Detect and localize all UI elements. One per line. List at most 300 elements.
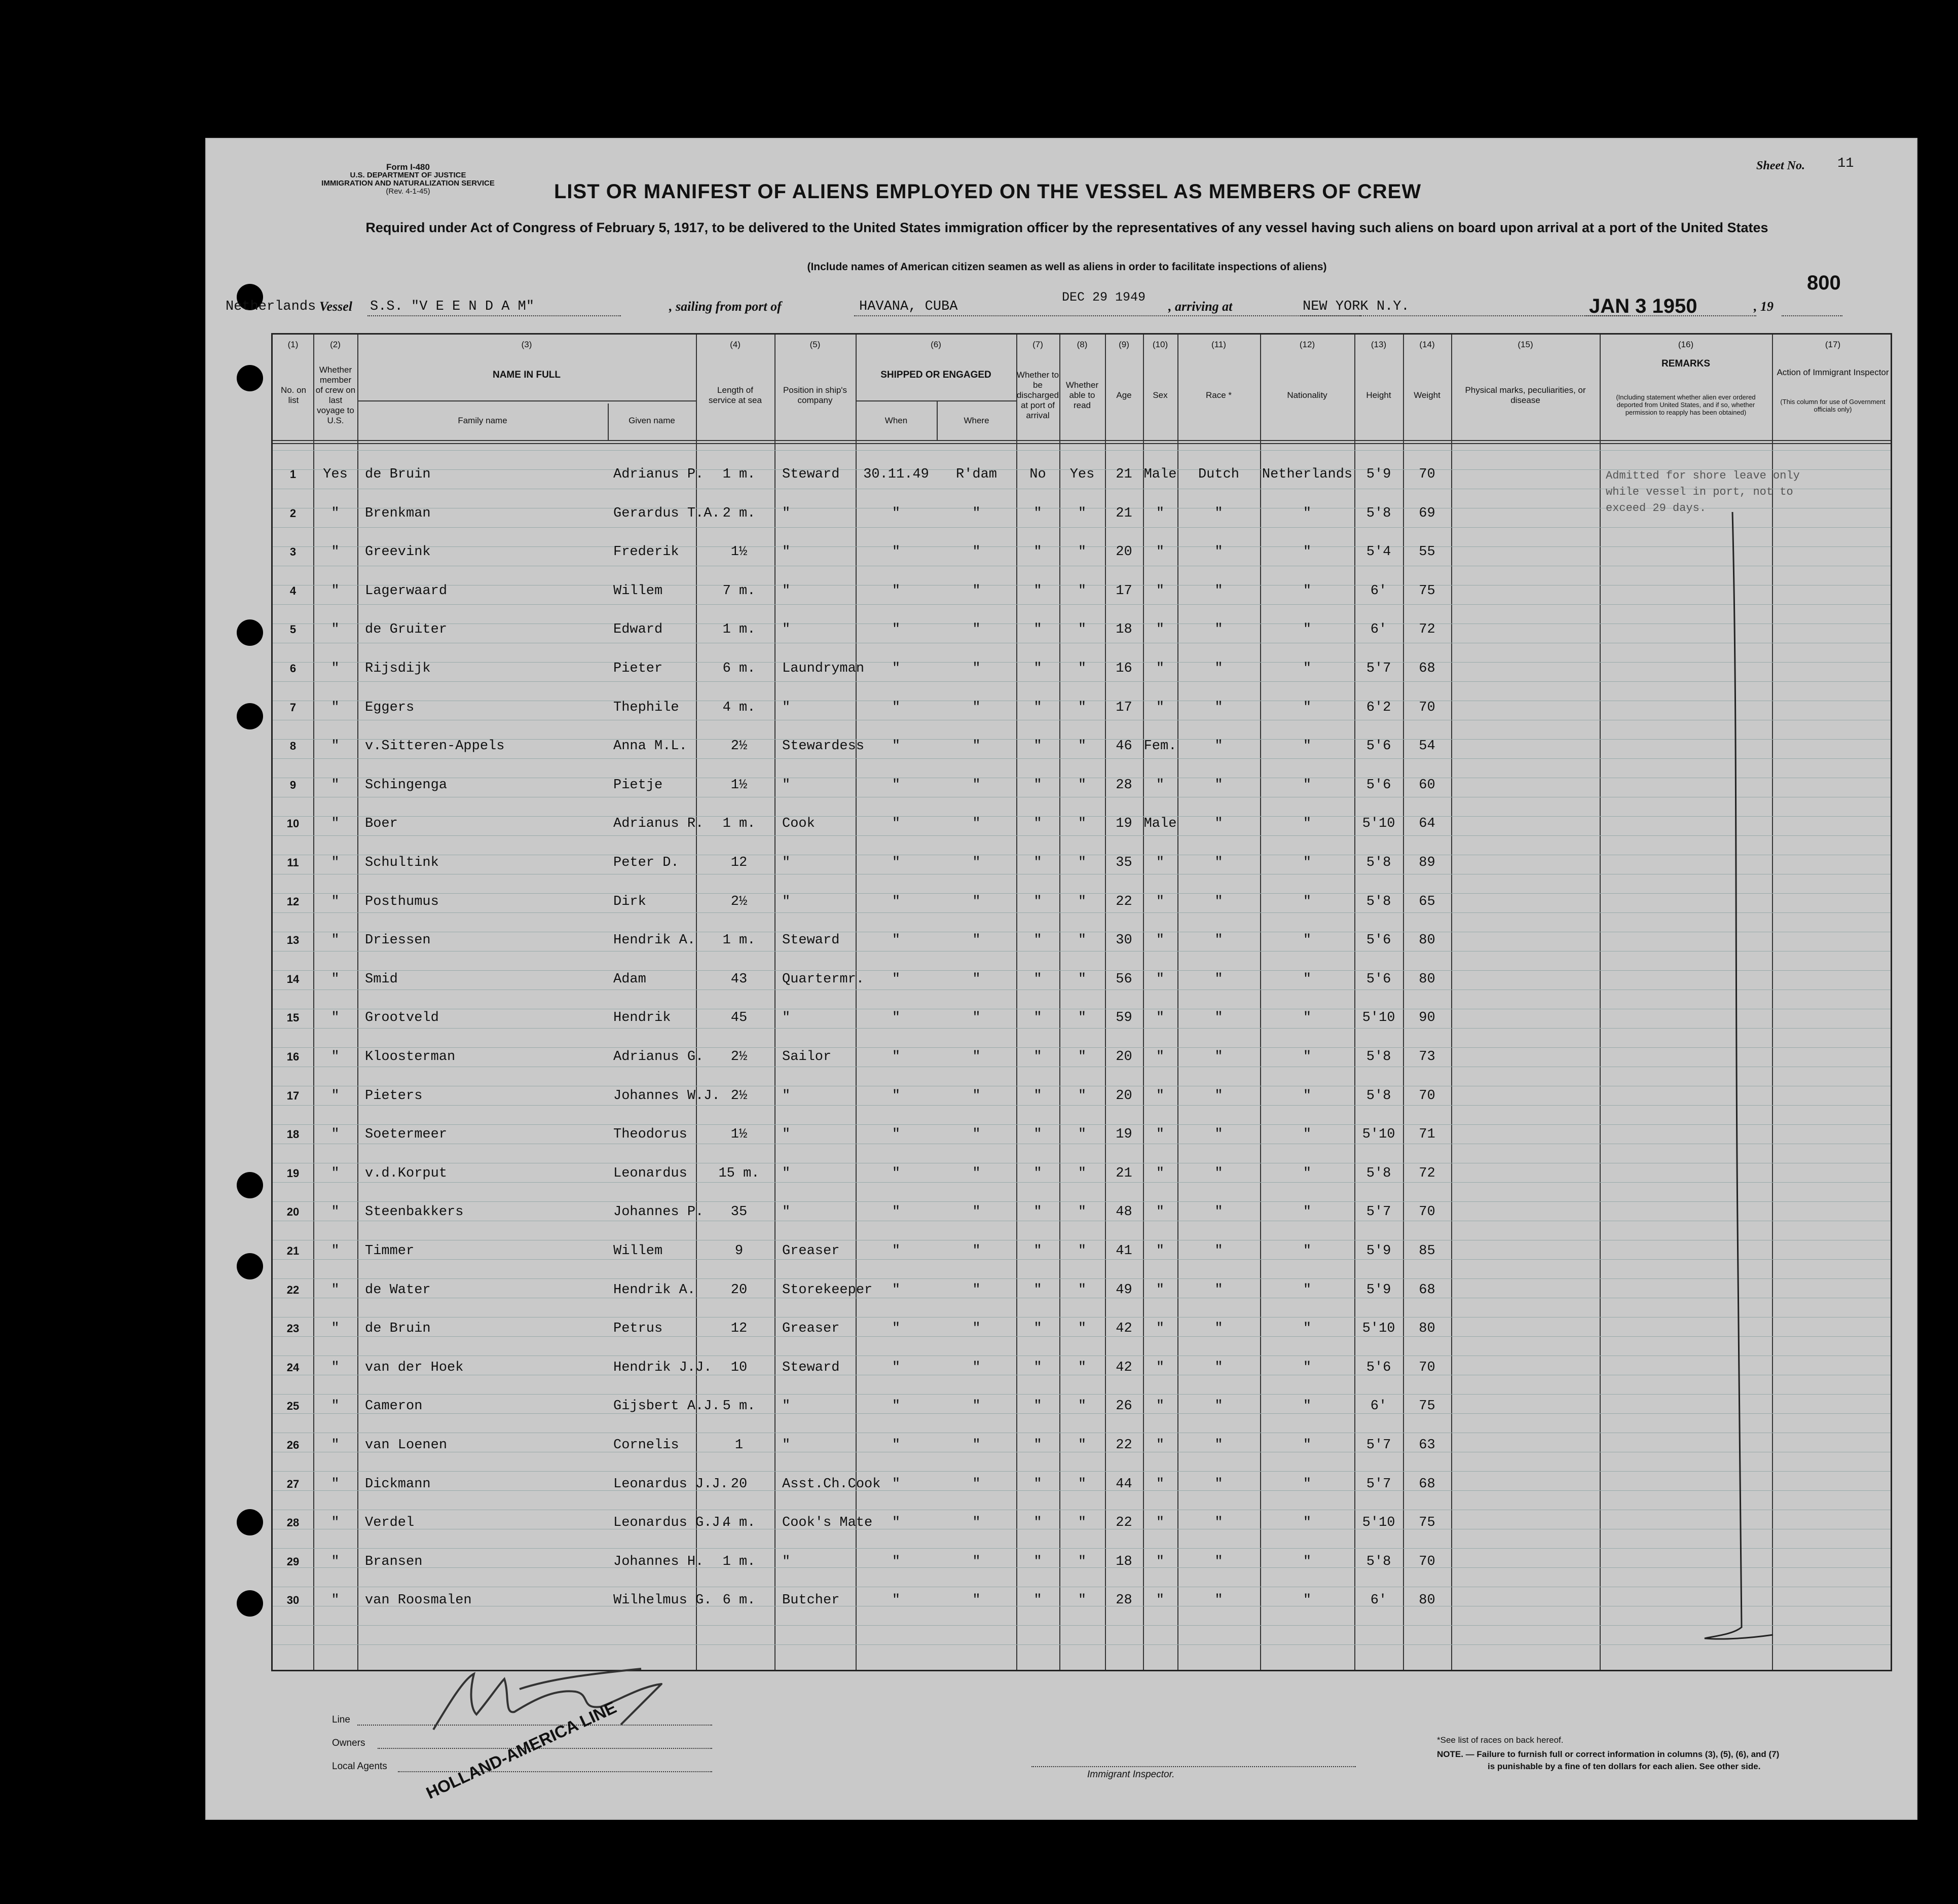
crew-row: [273, 1115, 1891, 1154]
cell-age: 49: [1116, 1282, 1132, 1298]
header-shipped-engaged: SHIPPED OR ENGAGED: [880, 370, 991, 380]
header-given-name: Given name: [629, 416, 675, 425]
cell-given: Adrianus G.: [613, 1049, 704, 1065]
cell-race: ": [1214, 1476, 1223, 1492]
cell-when: ": [892, 1321, 901, 1337]
cell-nationality: ": [1303, 1127, 1312, 1143]
cell-given: Pietje: [613, 777, 663, 793]
cell-family: Greevink: [365, 544, 431, 560]
cell-given: Johannes W.J.: [613, 1088, 720, 1104]
header-when: When: [884, 416, 908, 425]
cell-service: 15 m.: [718, 1165, 760, 1181]
cell-no: 30: [286, 1594, 300, 1607]
footnote-races: *See list of races on back hereof.: [1437, 1735, 1564, 1745]
cell-read: ": [1078, 700, 1087, 715]
crew-row: [273, 1271, 1891, 1309]
cell-prev: ": [331, 700, 340, 715]
cell-prev: ": [331, 1438, 340, 1453]
cell-where: ": [972, 622, 981, 638]
cell-family: Pieters: [365, 1088, 423, 1104]
crew-row: [273, 1038, 1891, 1076]
header-name-in-full: NAME IN FULL: [492, 370, 561, 380]
cell-given: Edward: [613, 622, 663, 638]
cell-family: de Water: [365, 1282, 431, 1298]
remarks-ditto-bracket: [1702, 512, 1783, 1668]
cell-family: Brenkman: [365, 505, 431, 521]
cell-weight: 80: [1419, 1593, 1435, 1608]
cell-read: ": [1078, 1010, 1087, 1026]
cell-family: Boer: [365, 816, 398, 832]
cell-where: ": [972, 971, 981, 987]
cell-discharged: ": [1033, 1165, 1042, 1181]
cell-read: ": [1078, 971, 1087, 987]
cell-sex: ": [1156, 855, 1165, 870]
crew-row: [273, 804, 1891, 843]
cell-read: ": [1078, 583, 1087, 599]
cell-read: ": [1078, 855, 1087, 870]
cell-when: ": [892, 816, 901, 832]
cell-nationality: ": [1303, 816, 1312, 832]
cell-sex: ": [1156, 1554, 1165, 1569]
vessel-label: Vessel: [319, 299, 352, 314]
cell-height: 5'10: [1362, 1127, 1395, 1143]
cell-position: Laundryman: [782, 661, 865, 676]
cell-prev: ": [331, 661, 340, 676]
revision-date: (Rev. 4-1-45): [386, 187, 430, 196]
cell-sex: Fem.: [1143, 739, 1177, 754]
cell-sex: ": [1156, 1399, 1165, 1414]
crew-row: [273, 960, 1891, 999]
cell-race: ": [1214, 894, 1223, 909]
cell-discharged: ": [1033, 622, 1042, 638]
cell-race: ": [1214, 1088, 1223, 1104]
cell-service: 43: [730, 971, 748, 987]
cell-read: ": [1078, 1515, 1087, 1531]
cell-age: 21: [1116, 1165, 1132, 1181]
cell-position: Stewardess: [782, 739, 865, 754]
cell-service: 6 m.: [722, 1593, 756, 1608]
cell-weight: 90: [1419, 1010, 1435, 1026]
sheet-number: 11: [1837, 156, 1854, 171]
cell-age: 17: [1116, 583, 1132, 599]
cell-weight: 72: [1419, 622, 1435, 638]
form-title: LIST OR MANIFEST OF ALIENS EMPLOYED ON THE VESSEL AS MEMBERS OF CREW: [554, 180, 1422, 203]
form-id-block: [297, 163, 520, 196]
col-number: (10): [1152, 340, 1168, 349]
cell-when: ": [892, 971, 901, 987]
cell-position: ": [782, 1088, 791, 1104]
arrival-port: NEW YORK N.Y.: [1303, 299, 1410, 314]
cell-height: 5'8: [1366, 1165, 1391, 1181]
col-number: (14): [1419, 340, 1435, 349]
cell-age: 16: [1116, 661, 1132, 676]
cell-age: 42: [1116, 1360, 1132, 1375]
cell-no: 29: [286, 1555, 300, 1568]
cell-where: ": [972, 1554, 981, 1569]
cell-sex: Male: [1143, 816, 1177, 832]
cell-race: ": [1214, 1554, 1223, 1569]
year-dotline: [1782, 315, 1842, 316]
cell-nationality: ": [1303, 1476, 1312, 1492]
crew-row: [273, 688, 1891, 727]
col-number: (7): [1032, 340, 1043, 349]
cell-race: ": [1214, 1321, 1223, 1337]
cell-position: Asst.Ch.Cook: [782, 1476, 881, 1492]
cell-position: ": [782, 1010, 791, 1026]
cell-where: ": [972, 1438, 981, 1453]
cell-height: 6': [1370, 622, 1387, 638]
cell-read: ": [1078, 1127, 1087, 1143]
cell-nationality: ": [1303, 583, 1312, 599]
cell-nationality: ": [1303, 1165, 1312, 1181]
cell-family: van der Hoek: [365, 1360, 464, 1375]
cell-weight: 70: [1419, 700, 1435, 715]
cell-no: 8: [289, 740, 297, 753]
header-last-voyage: Whether member of crew on last voyage to U.S.: [315, 365, 356, 425]
cell-nationality: ": [1303, 700, 1312, 715]
cell-given: Pieter: [613, 661, 663, 676]
cell-sex: ": [1156, 1282, 1165, 1298]
cell-sex: ": [1156, 622, 1165, 638]
cell-where: ": [972, 661, 981, 676]
cell-no: 25: [286, 1400, 300, 1413]
cell-discharged: ": [1033, 544, 1042, 560]
cell-given: Petrus: [613, 1321, 663, 1337]
cell-nationality: ": [1303, 1243, 1312, 1259]
flag-nation: Netherlands: [226, 299, 316, 314]
sailing-label: , sailing from port of: [669, 299, 782, 314]
cell-family: van Loenen: [365, 1438, 448, 1453]
cell-sex: Male: [1143, 467, 1177, 482]
cell-weight: 80: [1419, 1321, 1435, 1337]
cell-given: Gerardus T.A.: [613, 505, 720, 521]
crew-row: [273, 766, 1891, 804]
cell-service: 9: [734, 1243, 744, 1259]
arriving-label: , arriving at: [1168, 299, 1233, 314]
cell-weight: 68: [1419, 1476, 1435, 1492]
cell-prev: ": [331, 894, 340, 909]
cell-prev: ": [331, 622, 340, 638]
cell-race: ": [1214, 1360, 1223, 1375]
cell-where: ": [972, 739, 981, 754]
cell-prev: ": [331, 544, 340, 560]
cell-nationality: ": [1303, 1204, 1312, 1220]
cell-family: Bransen: [365, 1554, 423, 1569]
col-number: (15): [1518, 340, 1533, 349]
cell-weight: 72: [1419, 1165, 1435, 1181]
cell-height: 5'7: [1366, 1204, 1391, 1220]
cell-height: 5'6: [1366, 739, 1391, 754]
cell-discharged: ": [1033, 1243, 1042, 1259]
holland-america-stamp: HOLLAND-AMERICA LINE: [423, 1697, 619, 1803]
cell-read: Yes: [1069, 467, 1095, 482]
cell-nationality: ": [1303, 1399, 1312, 1414]
ruled-line: [273, 1625, 1891, 1626]
header-no-on-list: No. on list: [280, 385, 307, 405]
cell-service: 2½: [730, 1088, 748, 1104]
vessel-dotline: [367, 315, 621, 316]
cell-no: 14: [286, 972, 300, 985]
cell-nationality: ": [1303, 1515, 1312, 1531]
cell-when: ": [892, 544, 901, 560]
cell-where: ": [972, 1360, 981, 1375]
agents-dotline: [398, 1771, 712, 1772]
cell-family: Cameron: [365, 1399, 423, 1414]
cell-family: Eggers: [365, 700, 415, 715]
department-name: U.S. DEPARTMENT OF JUSTICE: [350, 171, 466, 179]
cell-where: ": [972, 1204, 981, 1220]
cell-discharged: ": [1033, 1593, 1042, 1608]
cell-weight: 54: [1419, 739, 1435, 754]
col-number: (11): [1211, 340, 1226, 349]
cell-race: ": [1214, 544, 1223, 560]
col-number: (12): [1299, 340, 1315, 349]
cell-discharged: ": [1033, 1010, 1042, 1026]
cell-prev: ": [331, 1593, 340, 1608]
cell-given: Adrianus P.: [613, 467, 704, 482]
cell-age: 20: [1116, 1049, 1132, 1065]
cell-where: ": [972, 1165, 981, 1181]
header-nationality: Nationality: [1287, 390, 1327, 400]
cell-discharged: ": [1033, 505, 1042, 521]
cell-age: 28: [1116, 777, 1132, 793]
header-weight: Weight: [1414, 390, 1440, 400]
cell-race: ": [1214, 1515, 1223, 1531]
cell-position: Steward: [782, 933, 840, 948]
cell-height: 5'6: [1366, 1360, 1391, 1375]
cell-prev: Yes: [323, 467, 348, 482]
cell-given: Thephile: [613, 700, 679, 715]
cell-position: ": [782, 583, 791, 599]
cell-weight: 80: [1419, 933, 1435, 948]
cell-no: 10: [286, 817, 300, 830]
cell-given: Anna M.L.: [613, 739, 687, 754]
cell-service: 10: [730, 1360, 748, 1375]
cell-age: 42: [1116, 1321, 1132, 1337]
cell-service: 1 m.: [722, 933, 756, 948]
cell-nationality: ": [1303, 855, 1312, 870]
cell-when: ": [892, 661, 901, 676]
cell-discharged: ": [1033, 700, 1042, 715]
header-remarks: REMARKS: [1661, 358, 1711, 369]
cell-position: ": [782, 1165, 791, 1181]
cell-age: 17: [1116, 700, 1132, 715]
cell-weight: 73: [1419, 1049, 1435, 1065]
cell-when: ": [892, 739, 901, 754]
cell-height: 5'7: [1366, 661, 1391, 676]
cell-weight: 75: [1419, 1515, 1435, 1531]
cell-race: ": [1214, 855, 1223, 870]
col-number: (8): [1077, 340, 1088, 349]
cell-family: v.d.Korput: [365, 1165, 448, 1181]
cell-sex: ": [1156, 1476, 1165, 1492]
cell-race: ": [1214, 583, 1223, 599]
cell-where: ": [972, 1515, 981, 1531]
cell-height: 6': [1370, 1399, 1387, 1414]
cell-prev: ": [331, 1476, 340, 1492]
cell-sex: ": [1156, 505, 1165, 521]
cell-service: 2½: [730, 739, 748, 754]
cell-prev: ": [331, 505, 340, 521]
cell-nationality: ": [1303, 1321, 1312, 1337]
cell-age: 22: [1116, 1438, 1132, 1453]
cell-sex: ": [1156, 777, 1165, 793]
cell-read: ": [1078, 739, 1087, 754]
cell-race: ": [1214, 622, 1223, 638]
col-number: (2): [330, 340, 341, 349]
cell-age: 28: [1116, 1593, 1132, 1608]
cell-age: 18: [1116, 1554, 1132, 1569]
cell-family: Driessen: [365, 933, 431, 948]
cell-where: ": [972, 544, 981, 560]
cell-race: ": [1214, 1243, 1223, 1259]
header-race: Race *: [1205, 390, 1232, 400]
cell-when: ": [892, 1554, 901, 1569]
cell-discharged: ": [1033, 816, 1042, 832]
cell-service: 6 m.: [722, 661, 756, 676]
cell-height: 5'9: [1366, 1282, 1391, 1298]
cell-race: ": [1214, 1593, 1223, 1608]
cell-read: ": [1078, 661, 1087, 676]
cell-nationality: ": [1303, 1049, 1312, 1065]
cell-sex: ": [1156, 1165, 1165, 1181]
crew-row: [273, 1504, 1891, 1542]
service-name: IMMIGRATION AND NATURALIZATION SERVICE: [321, 179, 495, 188]
cell-race: Dutch: [1198, 467, 1239, 482]
cell-given: Gijsbert A.J.: [613, 1399, 720, 1414]
cell-position: Butcher: [782, 1593, 840, 1608]
cell-prev: ": [331, 739, 340, 754]
cell-height: 5'9: [1366, 1243, 1391, 1259]
form-note: (Include names of American citizen seamen as well as aliens in order to facilitate inspections of aliens): [807, 261, 1327, 273]
cell-height: 5'8: [1366, 1554, 1391, 1569]
cell-no: 18: [286, 1128, 300, 1141]
cell-position: ": [782, 505, 791, 521]
cell-when: ": [892, 855, 901, 870]
cell-sex: ": [1156, 1127, 1165, 1143]
cell-read: ": [1078, 1476, 1087, 1492]
owners-label: Owners: [332, 1738, 365, 1748]
cell-position: ": [782, 544, 791, 560]
cell-sex: ": [1156, 1010, 1165, 1026]
cell-given: Hendrik: [613, 1010, 671, 1026]
cell-when: 30.11.49: [863, 467, 929, 482]
cell-prev: ": [331, 1243, 340, 1259]
cell-height: 5'8: [1366, 1049, 1391, 1065]
cell-no: 1: [289, 468, 297, 481]
cell-discharged: ": [1033, 777, 1042, 793]
cell-when: ": [892, 1049, 901, 1065]
header-sex: Sex: [1153, 390, 1168, 400]
cell-given: Adrianus R.: [613, 816, 704, 832]
crew-row: [273, 649, 1891, 688]
cell-age: 20: [1116, 544, 1132, 560]
cell-prev: ": [331, 1321, 340, 1337]
cell-family: Schultink: [365, 855, 439, 870]
inspector-label: Immigrant Inspector.: [1087, 1769, 1175, 1780]
cell-read: ": [1078, 1243, 1087, 1259]
cell-height: 5'4: [1366, 544, 1391, 560]
cell-weight: 85: [1419, 1243, 1435, 1259]
cell-weight: 63: [1419, 1438, 1435, 1453]
cell-age: 22: [1116, 1515, 1132, 1531]
cell-position: ": [782, 622, 791, 638]
cell-where: ": [972, 933, 981, 948]
arrival-dotline: [1300, 315, 1630, 316]
cell-age: 19: [1116, 1127, 1132, 1143]
cell-prev: ": [331, 855, 340, 870]
crew-row: [273, 1543, 1891, 1581]
cell-prev: ": [331, 816, 340, 832]
cell-age: 18: [1116, 622, 1132, 638]
cell-given: Leonardus J.J.: [613, 1476, 728, 1492]
punch-hole: [237, 1509, 263, 1535]
cell-where: ": [972, 1049, 981, 1065]
cell-age: 44: [1116, 1476, 1132, 1492]
sailing-date: DEC 29 1949: [1062, 290, 1146, 305]
cell-service: 1: [734, 1438, 744, 1453]
cell-prev: ": [331, 1127, 340, 1143]
cell-service: 7 m.: [722, 583, 756, 599]
cell-when: ": [892, 622, 901, 638]
vessel-name: S.S. "V E E N D A M": [370, 299, 535, 314]
cell-prev: ": [331, 1049, 340, 1065]
cell-when: ": [892, 933, 901, 948]
cell-where: ": [972, 583, 981, 599]
cell-given: Frederik: [613, 544, 679, 560]
cell-service: 20: [730, 1476, 748, 1492]
cell-no: 11: [287, 856, 299, 869]
crew-row: [273, 1309, 1891, 1348]
cell-sex: ": [1156, 544, 1165, 560]
cell-nationality: Netherlands: [1262, 467, 1353, 482]
departure-port: HAVANA, CUBA: [859, 299, 958, 314]
cell-race: ": [1214, 1438, 1223, 1453]
cell-nationality: ": [1303, 971, 1312, 987]
cell-family: Lagerwaard: [365, 583, 448, 599]
punch-hole: [237, 619, 263, 646]
cell-height: 5'10: [1362, 1515, 1395, 1531]
cell-no: 7: [289, 701, 297, 714]
cell-age: 56: [1116, 971, 1132, 987]
cell-position: ": [782, 1127, 791, 1143]
cell-service: 1½: [730, 777, 748, 793]
cell-position: ": [782, 1554, 791, 1569]
cell-discharged: No: [1029, 467, 1046, 482]
cell-position: ": [782, 700, 791, 715]
cell-weight: 65: [1419, 894, 1435, 909]
cell-sex: ": [1156, 700, 1165, 715]
crew-row: [273, 1154, 1891, 1193]
crew-row: [273, 727, 1891, 765]
cell-height: 5'6: [1366, 933, 1391, 948]
cell-no: 27: [286, 1477, 300, 1490]
cell-nationality: ": [1303, 739, 1312, 754]
cell-height: 6': [1370, 1593, 1387, 1608]
cell-discharged: ": [1033, 1515, 1042, 1531]
cell-when: ": [892, 1088, 901, 1104]
cell-height: 5'10: [1362, 816, 1395, 832]
cell-height: 6'2: [1366, 700, 1391, 715]
cell-discharged: ": [1033, 971, 1042, 987]
cell-race: ": [1214, 816, 1223, 832]
cell-sex: ": [1156, 1321, 1165, 1337]
cell-given: Wilhelmus G.: [613, 1593, 712, 1608]
cell-family: Verdel: [365, 1515, 415, 1531]
cell-weight: 70: [1419, 1204, 1435, 1220]
cell-read: ": [1078, 1204, 1087, 1220]
cell-discharged: ": [1033, 1399, 1042, 1414]
